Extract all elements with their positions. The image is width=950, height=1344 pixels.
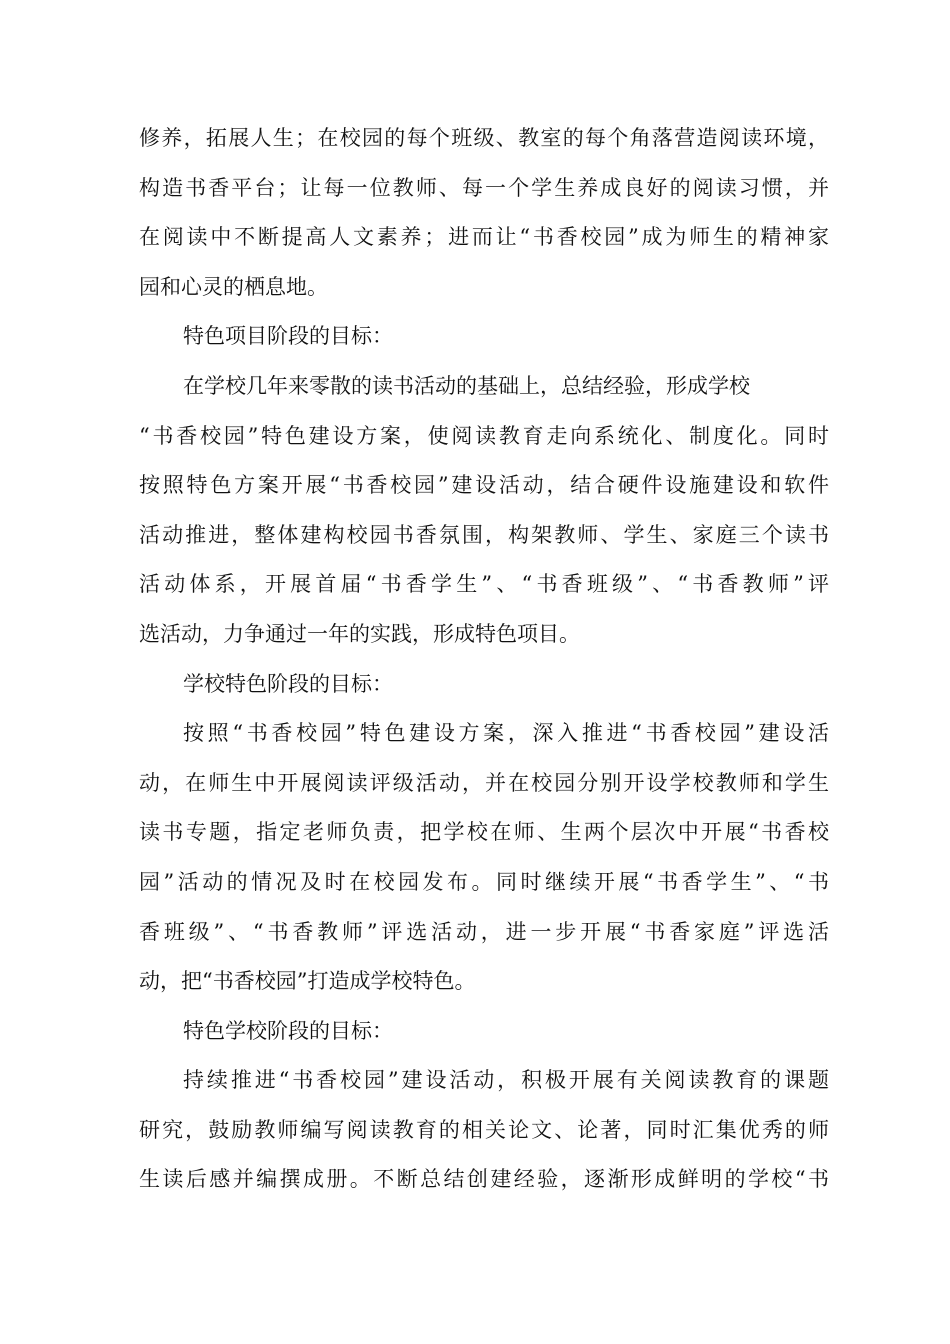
text-line: 香班级”、“书香教师”评选活动，进一步开展“书香家庭”评选活 bbox=[139, 919, 829, 944]
text-line: 修养，拓展人生；在校园的每个班级、教室的每个角落营造阅读环境， bbox=[139, 126, 829, 150]
text-line: 研究，鼓励教师编写阅读教育的相关论文、论著，同时汇集优秀的师 bbox=[139, 1117, 829, 1142]
text-line: 构造书香平台；让每一位教师、每一个学生养成良好的阅读习惯，并 bbox=[139, 175, 829, 200]
text-line: 学校特色阶段的目标： bbox=[183, 671, 393, 696]
text-line: 在学校几年来零散的读书活动的基础上，总结经验，形成学校 bbox=[183, 373, 750, 398]
text-line: 活动体系，开展首届“书香学生”、“书香班级”、“书香教师”评 bbox=[139, 572, 829, 597]
text-line: 园和心灵的栖息地。 bbox=[139, 274, 328, 299]
text-line: 特色学校阶段的目标： bbox=[183, 1018, 393, 1043]
text-line: 在阅读中不断提高人文素养；进而让“书香校园”成为师生的精神家 bbox=[139, 225, 829, 250]
text-line: “书香校园”特色建设方案，使阅读教育走向系统化、制度化。同时 bbox=[139, 423, 829, 448]
text-line: 按照“书香校园”特色建设方案，深入推进“书香校园”建设活 bbox=[183, 721, 829, 746]
text-line: 动，在师生中开展阅读评级活动，并在校园分别开设学校教师和学生 bbox=[139, 770, 829, 795]
text-line: 活动推进，整体建构校园书香氛围，构架教师、学生、家庭三个读书 bbox=[139, 522, 829, 547]
text-line: 动，把“书香校园”打造成学校特色。 bbox=[139, 969, 476, 994]
text-line: 持续推进“书香校园”建设活动，积极开展有关阅读教育的课题 bbox=[183, 1068, 829, 1093]
text-line: 选活动，力争通过一年的实践，形成特色项目。 bbox=[139, 621, 580, 646]
text-line: 生读后感并编撰成册。不断总结创建经验，逐渐形成鲜明的学校“书 bbox=[139, 1167, 829, 1192]
text-line: 按照特色方案开展“书香校园”建设活动，结合硬件设施建设和软件 bbox=[139, 473, 829, 498]
text-line: 园”活动的情况及时在校园发布。同时继续开展“书香学生”、“书 bbox=[139, 869, 829, 894]
document-body bbox=[139, 114, 829, 1205]
text-line: 读书专题，指定老师负责，把学校在师、生两个层次中开展“书香校 bbox=[139, 820, 829, 845]
text-line: 特色项目阶段的目标： bbox=[183, 324, 393, 349]
